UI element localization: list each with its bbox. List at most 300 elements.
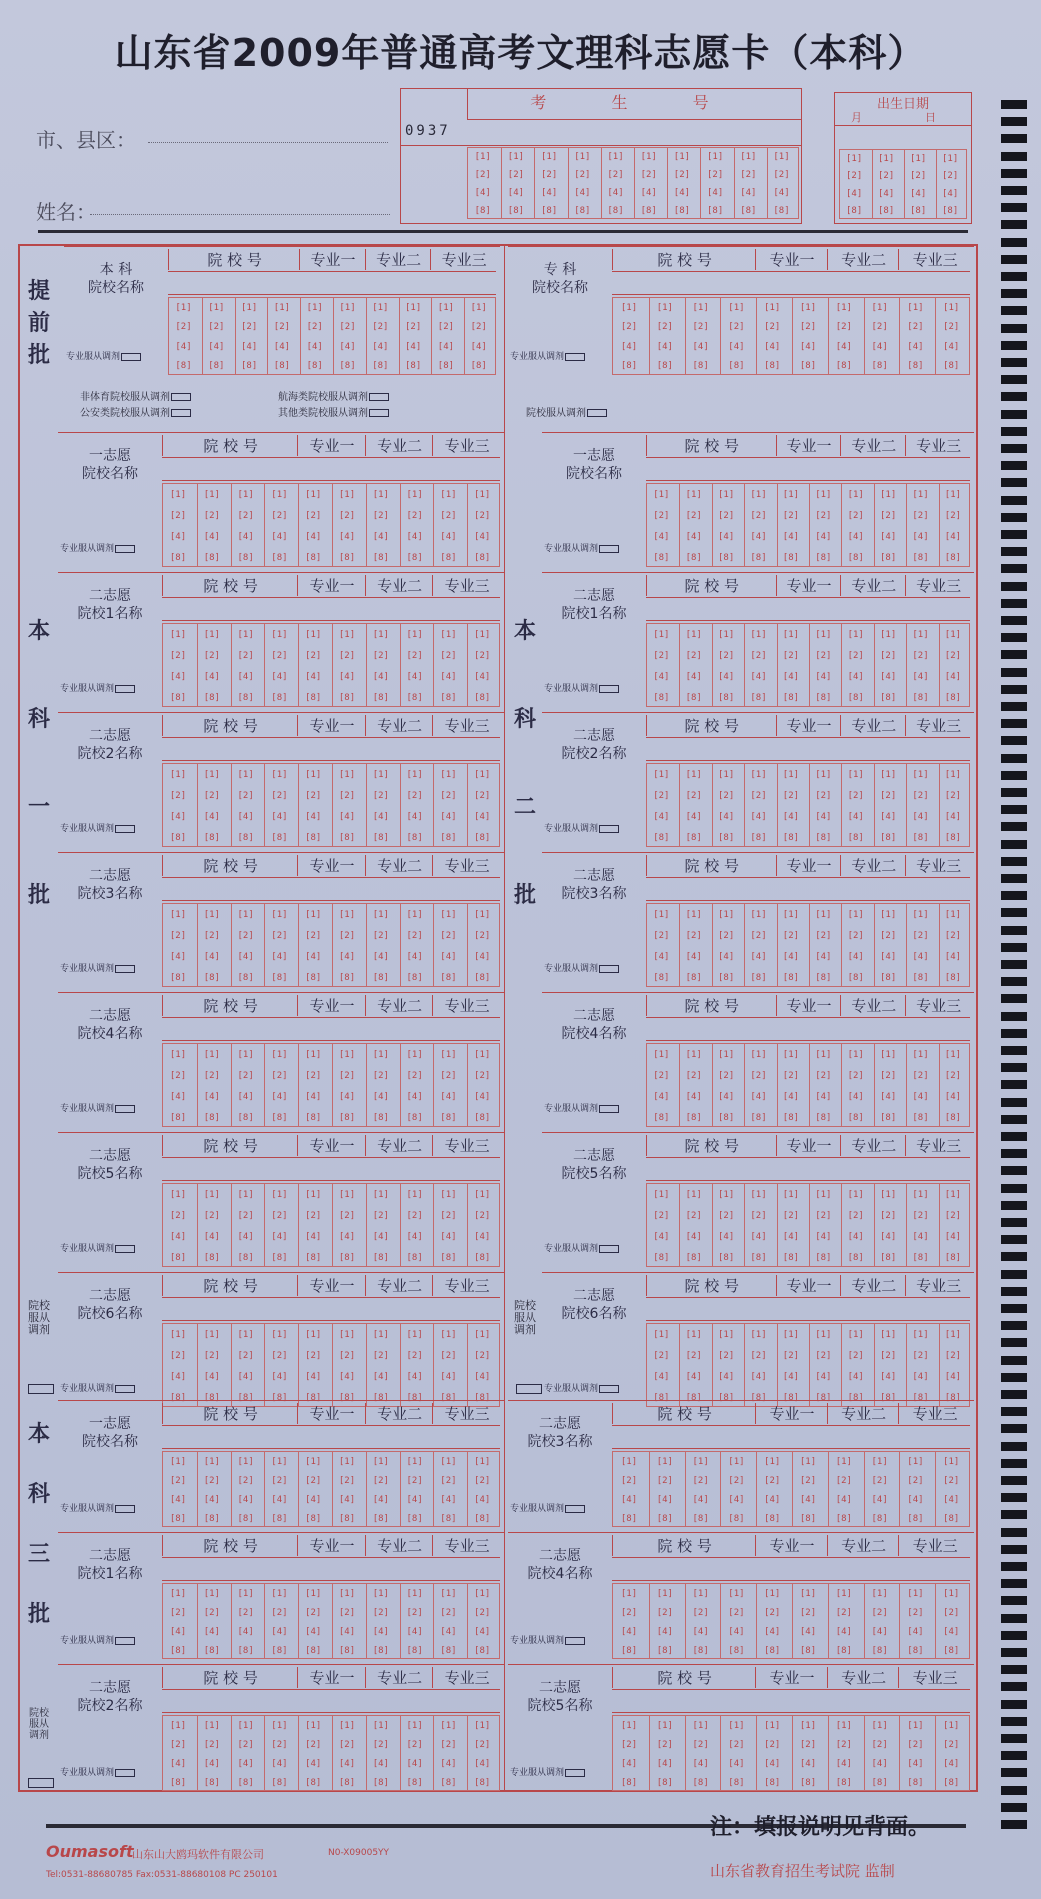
bubble-1[interactable]: [1] [718,1049,735,1060]
bubble-8[interactable]: [8] [880,832,897,843]
bubble-1[interactable]: [1] [728,1720,745,1731]
bubble-2[interactable]: [2] [815,1210,832,1221]
bubble-1[interactable]: [1] [685,629,702,640]
bubble-4[interactable]: [4] [815,951,832,962]
bubble-8[interactable]: [8] [305,1513,322,1524]
bubble-8[interactable]: [8] [406,972,423,983]
bubble-2[interactable]: [2] [406,1350,423,1361]
bubble-4[interactable]: [4] [271,1231,288,1242]
bubble-4[interactable]: [4] [175,341,192,352]
bubble-8[interactable]: [8] [773,206,790,216]
bubble-4[interactable]: [4] [169,1758,187,1769]
bubble-4[interactable]: [4] [718,811,735,822]
bubble-1[interactable]: [1] [203,1588,220,1599]
bubble-2[interactable]: [2] [338,650,356,661]
code-write-row[interactable] [162,457,500,481]
bubble-2[interactable]: [2] [474,1475,491,1486]
bubble-4[interactable]: [4] [541,188,558,198]
bubble-4[interactable]: [4] [728,341,745,352]
bubble-8[interactable]: [8] [338,832,356,843]
bubble-8[interactable]: [8] [474,972,491,983]
bubble-2[interactable]: [2] [944,1070,962,1081]
bubble-8[interactable]: [8] [271,1392,288,1403]
bubble-1[interactable]: [1] [685,1049,702,1060]
bubble-2[interactable]: [2] [406,790,423,801]
bubble-4[interactable]: [4] [750,531,767,542]
bubble-4[interactable]: [4] [305,1091,322,1102]
bubble-2[interactable]: [2] [907,1607,924,1618]
code-bubbles[interactable] [162,763,500,847]
bubble-4[interactable]: [4] [718,531,735,542]
bubble-8[interactable]: [8] [685,832,702,843]
bubble-1[interactable]: [1] [871,1588,888,1599]
bubble-4[interactable]: [4] [944,811,962,822]
birth-date-bubbles[interactable] [839,149,967,221]
bubble-8[interactable]: [8] [799,361,817,372]
bubble-2[interactable]: [2] [764,1607,781,1618]
bubble-1[interactable]: [1] [656,1720,673,1731]
bubble-8[interactable]: [8] [203,1252,220,1263]
bubble-2[interactable]: [2] [474,1070,491,1081]
bubble-2[interactable]: [2] [203,510,220,521]
bubble-4[interactable]: [4] [440,531,457,542]
major-obey-box[interactable] [115,685,135,693]
bubble-8[interactable]: [8] [406,1777,423,1788]
bubble-1[interactable]: [1] [815,629,832,640]
bubble-8[interactable]: [8] [685,552,702,563]
bubble-1[interactable]: [1] [718,629,735,640]
bubble-8[interactable]: [8] [944,972,962,983]
major-obey-box[interactable] [121,353,141,361]
bubble-1[interactable]: [1] [692,1456,709,1467]
bubble-1[interactable]: [1] [847,909,864,920]
bubble-2[interactable]: [2] [237,1607,254,1618]
bubble-8[interactable]: [8] [175,361,192,372]
bubble-8[interactable]: [8] [474,1777,491,1788]
bubble-1[interactable]: [1] [815,909,832,920]
bubble-1[interactable]: [1] [474,1189,491,1200]
bubble-4[interactable]: [4] [653,1231,670,1242]
bubble-1[interactable]: [1] [440,1049,457,1060]
bubble-4[interactable]: [4] [241,341,258,352]
bubble-2[interactable]: [2] [944,510,962,521]
bubble-1[interactable]: [1] [782,909,800,920]
bubble-2[interactable]: [2] [271,1739,288,1750]
bubble-2[interactable]: [2] [653,650,670,661]
major-obey-box[interactable] [115,1105,135,1113]
bubble-2[interactable]: [2] [203,1210,220,1221]
bubble-8[interactable]: [8] [640,206,657,216]
bubble-4[interactable]: [4] [474,1758,491,1769]
bubble-8[interactable]: [8] [653,1392,670,1403]
bubble-8[interactable]: [8] [406,692,423,703]
bubble-8[interactable]: [8] [750,552,767,563]
bubble-4[interactable]: [4] [169,531,187,542]
bubble-1[interactable]: [1] [880,489,897,500]
bubble-4[interactable]: [4] [944,1371,962,1382]
bubble-4[interactable]: [4] [871,1494,888,1505]
bubble-4[interactable]: [4] [835,1626,852,1637]
bubble-8[interactable]: [8] [237,1252,254,1263]
bubble-1[interactable]: [1] [835,1720,852,1731]
bubble-1[interactable]: [1] [944,629,962,640]
bubble-4[interactable]: [4] [440,1758,457,1769]
code-bubbles[interactable] [168,297,496,375]
bubble-1[interactable]: [1] [372,1588,389,1599]
bubble-4[interactable]: [4] [944,1091,962,1102]
bubble-1[interactable]: [1] [338,909,356,920]
bubble-1[interactable]: [1] [305,1720,322,1731]
bubble-4[interactable]: [4] [764,1626,781,1637]
bubble-2[interactable]: [2] [305,1475,322,1486]
bubble-1[interactable]: [1] [507,152,525,162]
bubble-4[interactable]: [4] [372,811,389,822]
bubble-4[interactable]: [4] [271,1758,288,1769]
bubble-4[interactable]: [4] [692,1626,709,1637]
bubble-4[interactable]: [4] [871,341,888,352]
bubble-2[interactable]: [2] [507,170,525,180]
bubble-2[interactable]: [2] [764,1475,781,1486]
bubble-8[interactable]: [8] [782,1252,800,1263]
bubble-8[interactable]: [8] [912,1252,929,1263]
bubble-2[interactable]: [2] [728,1607,745,1618]
bubble-8[interactable]: [8] [372,1645,389,1656]
bubble-4[interactable]: [4] [271,1626,288,1637]
bubble-1[interactable]: [1] [620,302,638,313]
bubble-4[interactable]: [4] [782,1231,800,1242]
bubble-8[interactable]: [8] [203,692,220,703]
bubble-8[interactable]: [8] [718,552,735,563]
bubble-4[interactable]: [4] [237,811,254,822]
bubble-1[interactable]: [1] [440,629,457,640]
bubble-2[interactable]: [2] [656,1607,673,1618]
bubble-1[interactable]: [1] [440,1720,457,1731]
bubble-2[interactable]: [2] [880,650,897,661]
bubble-1[interactable]: [1] [943,1720,960,1731]
bubble-4[interactable]: [4] [799,1494,817,1505]
bubble-8[interactable]: [8] [685,1252,702,1263]
bubble-4[interactable]: [4] [372,1494,389,1505]
bubble-2[interactable]: [2] [799,1607,817,1618]
bubble-4[interactable]: [4] [799,1758,817,1769]
bubble-8[interactable]: [8] [237,552,254,563]
bubble-1[interactable]: [1] [907,1456,924,1467]
bubble-4[interactable]: [4] [305,951,322,962]
bubble-8[interactable]: [8] [815,832,832,843]
bubble-2[interactable]: [2] [847,790,864,801]
bubble-8[interactable]: [8] [653,1252,670,1263]
bubble-2[interactable]: [2] [815,790,832,801]
bubble-2[interactable]: [2] [203,1350,220,1361]
bubble-1[interactable]: [1] [782,489,800,500]
bubble-1[interactable]: [1] [880,1329,897,1340]
bubble-8[interactable]: [8] [237,692,254,703]
bubble-2[interactable]: [2] [305,790,322,801]
bubble-1[interactable]: [1] [470,302,487,313]
bubble-1[interactable]: [1] [656,302,673,313]
bubble-1[interactable]: [1] [372,489,389,500]
bubble-1[interactable]: [1] [728,1588,745,1599]
bubble-8[interactable]: [8] [470,361,487,372]
bubble-2[interactable]: [2] [750,510,767,521]
bubble-2[interactable]: [2] [237,650,254,661]
bubble-8[interactable]: [8] [305,1777,322,1788]
bubble-8[interactable]: [8] [943,1645,960,1656]
major-obey-box[interactable] [565,1637,585,1645]
bubble-8[interactable]: [8] [815,972,832,983]
code-write-row[interactable] [162,877,500,901]
bubble-2[interactable]: [2] [847,930,864,941]
code-bubbles[interactable] [162,1043,500,1127]
bubble-2[interactable]: [2] [912,510,929,521]
bubble-8[interactable]: [8] [944,1392,962,1403]
bubble-1[interactable]: [1] [372,909,389,920]
bubble-2[interactable]: [2] [440,510,457,521]
bubble-1[interactable]: [1] [847,629,864,640]
bubble-8[interactable]: [8] [718,972,735,983]
bubble-2[interactable]: [2] [728,322,745,333]
bubble-8[interactable]: [8] [271,1252,288,1263]
bubble-4[interactable]: [4] [944,671,962,682]
bubble-8[interactable]: [8] [728,1777,745,1788]
bubble-1[interactable]: [1] [728,1456,745,1467]
bubble-8[interactable]: [8] [656,1645,673,1656]
bubble-1[interactable]: [1] [750,1189,767,1200]
bubble-2[interactable]: [2] [685,1350,702,1361]
bubble-2[interactable]: [2] [718,1070,735,1081]
bubble-1[interactable]: [1] [718,1329,735,1340]
bubble-4[interactable]: [4] [847,531,864,542]
bubble-4[interactable]: [4] [474,1371,491,1382]
major-obey-box[interactable] [565,353,585,361]
bubble-1[interactable]: [1] [440,489,457,500]
bubble-1[interactable]: [1] [847,1189,864,1200]
bubble-4[interactable]: [4] [944,951,962,962]
bubble-1[interactable]: [1] [203,1329,220,1340]
bubble-2[interactable]: [2] [728,1475,745,1486]
bubble-1[interactable]: [1] [305,1456,322,1467]
bubble-1[interactable]: [1] [656,1456,673,1467]
bubble-1[interactable]: [1] [607,152,624,162]
bubble-8[interactable]: [8] [169,1777,187,1788]
bubble-8[interactable]: [8] [907,1777,924,1788]
bubble-1[interactable]: [1] [474,909,491,920]
bubble-8[interactable]: [8] [338,552,356,563]
bubble-8[interactable]: [8] [372,1513,389,1524]
bubble-4[interactable]: [4] [169,1091,187,1102]
bubble-8[interactable]: [8] [685,692,702,703]
bubble-4[interactable]: [4] [474,671,491,682]
bubble-4[interactable]: [4] [880,1231,897,1242]
major-obey-box[interactable] [115,1385,135,1393]
bubble-1[interactable]: [1] [406,909,423,920]
bubble-4[interactable]: [4] [799,1626,817,1637]
bubble-4[interactable]: [4] [728,1626,745,1637]
bubble-1[interactable]: [1] [944,1049,962,1060]
bubble-8[interactable]: [8] [372,972,389,983]
bubble-8[interactable]: [8] [847,972,864,983]
bubble-1[interactable]: [1] [653,1329,670,1340]
bubble-2[interactable]: [2] [338,930,356,941]
bubble-8[interactable]: [8] [799,1513,817,1524]
bubble-2[interactable]: [2] [728,1739,745,1750]
bubble-1[interactable]: [1] [880,629,897,640]
bubble-1[interactable]: [1] [203,1720,220,1731]
bubble-1[interactable]: [1] [620,1720,638,1731]
bubble-4[interactable]: [4] [338,1371,356,1382]
bubble-4[interactable]: [4] [406,1626,423,1637]
bubble-8[interactable]: [8] [718,692,735,703]
bubble-4[interactable]: [4] [653,951,670,962]
bubble-2[interactable]: [2] [782,510,800,521]
bubble-4[interactable]: [4] [338,1758,356,1769]
bubble-4[interactable]: [4] [620,1758,638,1769]
code-write-row[interactable] [612,1425,970,1449]
bubble-1[interactable]: [1] [474,489,491,500]
bubble-2[interactable]: [2] [692,1607,709,1618]
bubble-4[interactable]: [4] [237,951,254,962]
bubble-1[interactable]: [1] [406,1049,423,1060]
bubble-2[interactable]: [2] [750,650,767,661]
bubble-4[interactable]: [4] [692,1758,709,1769]
code-write-row[interactable] [646,1017,970,1041]
bubble-2[interactable]: [2] [912,790,929,801]
bubble-4[interactable]: [4] [169,811,187,822]
major-obey-box[interactable] [115,825,135,833]
bubble-2[interactable]: [2] [799,1739,817,1750]
bubble-4[interactable]: [4] [750,1231,767,1242]
bubble-1[interactable]: [1] [271,1588,288,1599]
bubble-2[interactable]: [2] [169,1210,187,1221]
bubble-4[interactable]: [4] [782,531,800,542]
bubble-2[interactable]: [2] [835,1607,852,1618]
bubble-4[interactable]: [4] [338,531,356,542]
bubble-2[interactable]: [2] [685,650,702,661]
bubble-4[interactable]: [4] [653,1091,670,1102]
bubble-2[interactable]: [2] [406,1210,423,1221]
bubble-1[interactable]: [1] [474,1588,491,1599]
bubble-2[interactable]: [2] [692,1475,709,1486]
bubble-1[interactable]: [1] [338,1049,356,1060]
bubble-1[interactable]: [1] [728,302,745,313]
bubble-8[interactable]: [8] [271,1645,288,1656]
bubble-4[interactable]: [4] [942,188,959,199]
bubble-4[interactable]: [4] [372,1626,389,1637]
bubble-2[interactable]: [2] [474,1210,491,1221]
bubble-1[interactable]: [1] [271,629,288,640]
bubble-1[interactable]: [1] [653,769,670,780]
bubble-1[interactable]: [1] [880,1189,897,1200]
bubble-1[interactable]: [1] [271,1049,288,1060]
bubble-2[interactable]: [2] [237,790,254,801]
bubble-1[interactable]: [1] [406,769,423,780]
bubble-8[interactable]: [8] [406,552,423,563]
bubble-8[interactable]: [8] [305,832,322,843]
bubble-1[interactable]: [1] [237,1588,254,1599]
bubble-8[interactable]: [8] [271,1777,288,1788]
bubble-4[interactable]: [4] [707,188,724,198]
bubble-4[interactable]: [4] [846,188,863,199]
bubble-2[interactable]: [2] [169,1739,187,1750]
bubble-4[interactable]: [4] [815,671,832,682]
bubble-4[interactable]: [4] [440,1371,457,1382]
bubble-4[interactable]: [4] [474,811,491,822]
exam-digit-bubbles[interactable] [467,147,799,219]
bubble-8[interactable]: [8] [907,361,924,372]
bubble-8[interactable]: [8] [338,1513,356,1524]
bubble-1[interactable]: [1] [175,302,192,313]
code-bubbles[interactable] [646,483,970,567]
code-bubbles[interactable] [646,1043,970,1127]
code-write-row[interactable] [162,1557,500,1581]
bubble-4[interactable]: [4] [907,341,924,352]
bubble-8[interactable]: [8] [338,1392,356,1403]
major-obey-box[interactable] [599,545,619,553]
bubble-4[interactable]: [4] [440,1091,457,1102]
bubble-2[interactable]: [2] [338,1739,356,1750]
bubble-1[interactable]: [1] [620,1588,638,1599]
major-obey-box[interactable] [115,1637,135,1645]
bubble-2[interactable]: [2] [685,510,702,521]
bubble-2[interactable]: [2] [271,1607,288,1618]
bubble-1[interactable]: [1] [878,153,895,164]
bubble-2[interactable]: [2] [237,930,254,941]
bubble-8[interactable]: [8] [942,206,959,217]
bubble-2[interactable]: [2] [685,1070,702,1081]
bubble-4[interactable]: [4] [372,1091,389,1102]
bubble-8[interactable]: [8] [440,552,457,563]
code-write-row[interactable] [162,1157,500,1181]
bubble-2[interactable]: [2] [305,510,322,521]
bubble-1[interactable]: [1] [338,1588,356,1599]
bubble-2[interactable]: [2] [440,1475,457,1486]
bubble-8[interactable]: [8] [474,832,491,843]
code-write-row[interactable] [646,737,970,761]
bubble-2[interactable]: [2] [912,1210,929,1221]
bubble-1[interactable]: [1] [372,1049,389,1060]
bubble-1[interactable]: [1] [440,1588,457,1599]
bubble-1[interactable]: [1] [406,489,423,500]
bubble-8[interactable]: [8] [782,972,800,983]
bubble-2[interactable]: [2] [440,930,457,941]
bubble-1[interactable]: [1] [237,629,254,640]
bubble-8[interactable]: [8] [692,1645,709,1656]
bubble-4[interactable]: [4] [692,1494,709,1505]
bubble-1[interactable]: [1] [910,153,927,164]
bubble-4[interactable]: [4] [237,531,254,542]
bubble-8[interactable]: [8] [815,692,832,703]
bubble-1[interactable]: [1] [907,302,924,313]
bubble-2[interactable]: [2] [718,510,735,521]
bubble-1[interactable]: [1] [271,1189,288,1200]
bubble-8[interactable]: [8] [907,1513,924,1524]
bubble-1[interactable]: [1] [912,769,929,780]
bubble-2[interactable]: [2] [474,930,491,941]
bubble-1[interactable]: [1] [372,1720,389,1731]
bubble-4[interactable]: [4] [815,531,832,542]
bubble-2[interactable]: [2] [718,650,735,661]
bubble-4[interactable]: [4] [237,1231,254,1242]
bubble-1[interactable]: [1] [815,1049,832,1060]
bubble-1[interactable]: [1] [764,1720,781,1731]
bubble-4[interactable]: [4] [203,671,220,682]
bubble-8[interactable]: [8] [474,206,491,216]
bubble-4[interactable]: [4] [203,1231,220,1242]
bubble-1[interactable]: [1] [782,629,800,640]
bubble-4[interactable]: [4] [847,811,864,822]
bubble-4[interactable]: [4] [685,671,702,682]
bubble-8[interactable]: [8] [912,1112,929,1123]
